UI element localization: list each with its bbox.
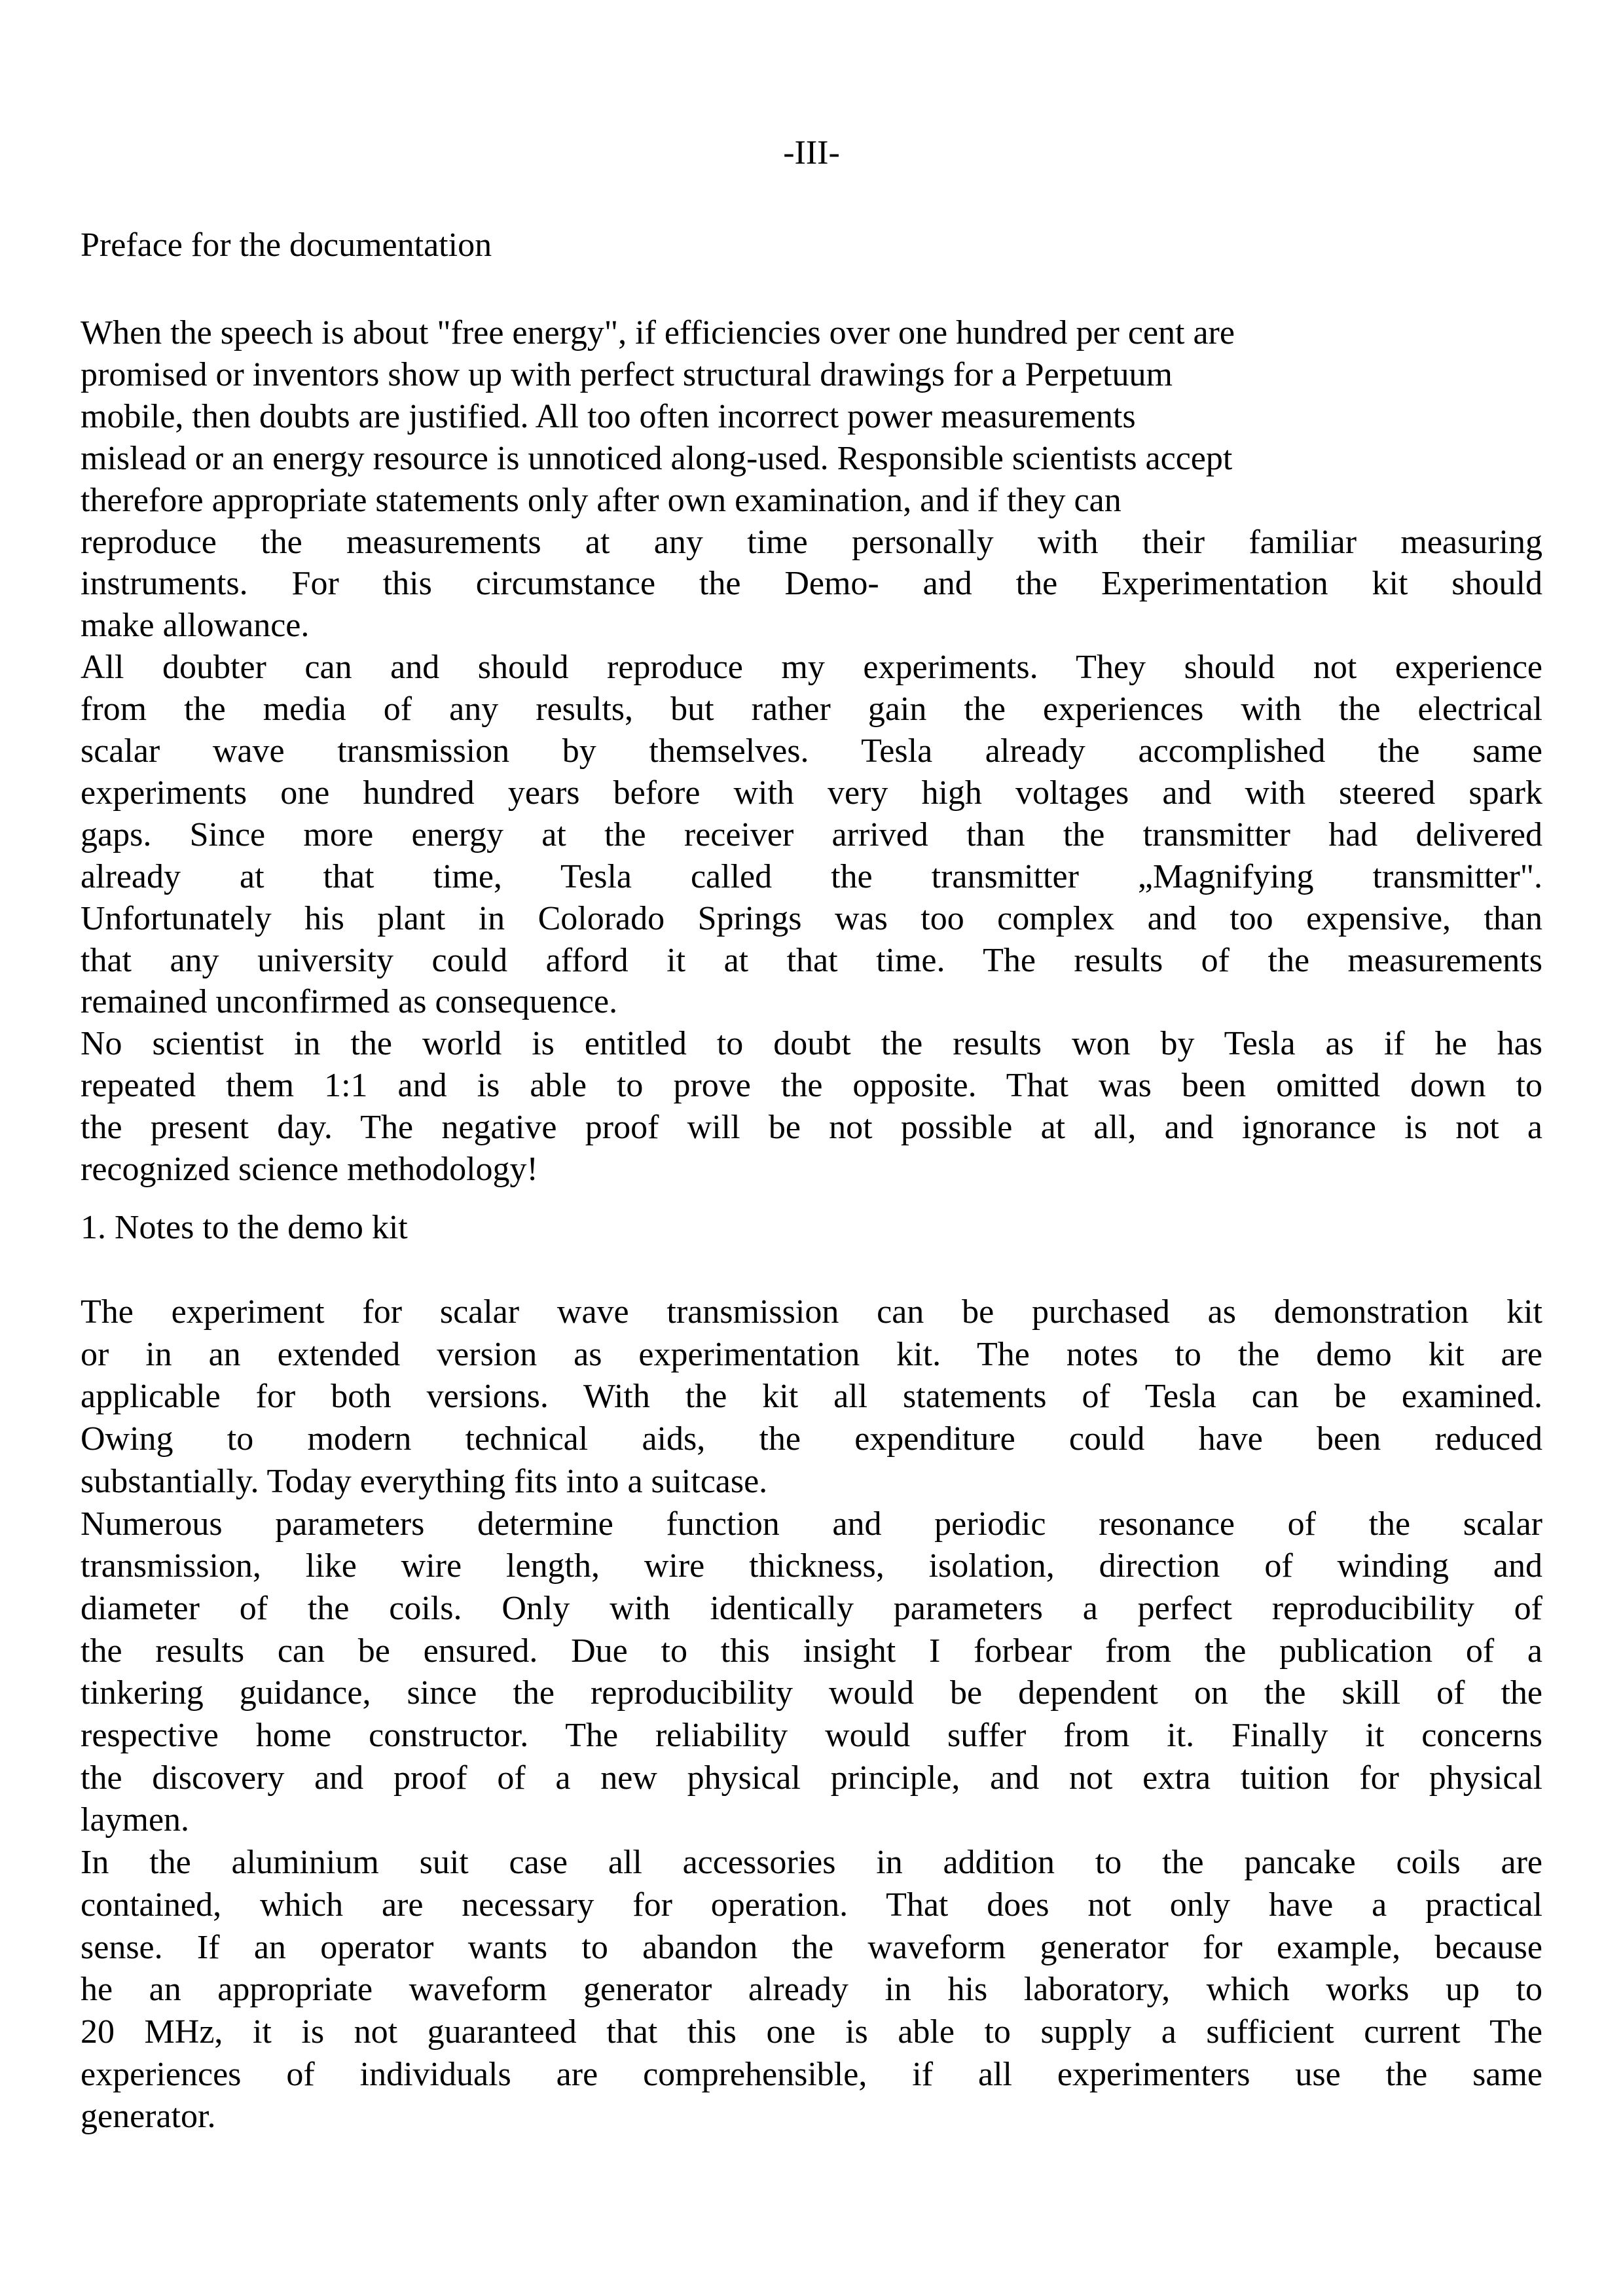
text-line: When the speech is about "free energy", if efficiencies over one hundred per cent are [81, 314, 1235, 351]
text-line: the discovery and proof of a new physical principle, and not extra tuition for physical [81, 1759, 1542, 1797]
text-line: mobile, then doubts are justified. All too often incorrect power measurements [81, 397, 1136, 435]
text-line: Owing to modern technical aids, the expenditure could have been reduced [81, 1420, 1542, 1458]
text-line: Unfortunately his plant in Colorado Springs was too complex and too expensive, than [81, 899, 1542, 937]
text-line: experiences of individuals are comprehensible, if all experimenters use the same [81, 2055, 1542, 2093]
text-line: that any university could afford it at that time. The results of the measurements [81, 941, 1542, 979]
text-line: already at that time, Tesla called the transmitter „Magnifying transmitter". [81, 857, 1542, 895]
text-line: In the aluminium suit case all accessories in addition to the pancake coils are [81, 1844, 1542, 1882]
text-line: the results can be ensured. Due to this insight I forbear from the publication of a [81, 1632, 1542, 1670]
preface-heading: Preface for the documentation [81, 226, 492, 264]
notes-heading: 1. Notes to the demo kit [81, 1209, 408, 1246]
text-line: applicable for both versions. With the kit all statements of Tesla can be examined. [81, 1378, 1542, 1416]
text-line: The experiment for scalar wave transmission can be purchased as demonstration kit [81, 1293, 1542, 1331]
text-line: recognized science methodology! [81, 1151, 538, 1188]
text-line: he an appropriate waveform generator already in his laboratory, which works up to [81, 1971, 1542, 2009]
text-line: repeated them 1:1 and is able to prove the opposite. That was been omitted down to [81, 1067, 1542, 1105]
text-line: sense. If an operator wants to abandon the waveform generator for example, because [81, 1928, 1542, 1966]
text-line: remained unconfirmed as consequence. [81, 983, 618, 1021]
text-line: experiments one hundred years before with very high voltages and with steered spark [81, 774, 1542, 812]
text-line: scalar wave transmission by themselves. Tesla already accomplished the same [81, 732, 1542, 770]
text-line: substantially. Today everything fits into a suitcase. [81, 1462, 768, 1500]
text-line: laymen. [81, 1801, 190, 1839]
text-line: generator. [81, 2098, 216, 2136]
text-line: gaps. Since more energy at the receiver arrived than the transmitter had delivered [81, 816, 1542, 853]
text-line: promised or inventors show up with perfect structural drawings for a Perpetuum [81, 355, 1173, 393]
text-line: instruments. For this circumstance the Demo- and the Experimentation kit should [81, 565, 1542, 603]
text-line: contained, which are necessary for operation. That does not only have a practical [81, 1886, 1542, 1924]
text-line: No scientist in the world is entitled to doubt the results won by Tesla as if he has [81, 1025, 1542, 1063]
text-line: diameter of the coils. Only with identically parameters a perfect reproducibility of [81, 1589, 1542, 1627]
text-line: reproduce the measurements at any time personally with their familiar measuring [81, 523, 1542, 561]
text-line: All doubter can and should reproduce my experiments. They should not experience [81, 649, 1542, 687]
text-line: or in an extended version as experimentation kit. The notes to the demo kit are [81, 1335, 1542, 1373]
text-line: transmission, like wire length, wire thickness, isolation, direction of winding and [81, 1547, 1542, 1585]
text-line: make allowance. [81, 607, 310, 645]
page-number: -III- [783, 134, 840, 171]
text-line: from the media of any results, but rather gain the experiences with the electrical [81, 691, 1542, 728]
text-line: therefore appropriate statements only after own examination, and if they can [81, 481, 1122, 519]
text-line: 20 MHz, it is not guaranteed that this one is able to supply a sufficient current The [81, 2013, 1542, 2051]
text-line: tinkering guidance, since the reproducibility would be dependent on the skill of the [81, 1674, 1542, 1712]
text-line: respective home constructor. The reliability would suffer from it. Finally it concerns [81, 1717, 1542, 1754]
text-line: mislead or an energy resource is unnoticed along-used. Responsible scientists accept [81, 439, 1233, 477]
text-line: the present day. The negative proof will be not possible at all, and ignorance is not a [81, 1109, 1542, 1147]
text-line: Numerous parameters determine function and periodic resonance of the scalar [81, 1505, 1542, 1543]
